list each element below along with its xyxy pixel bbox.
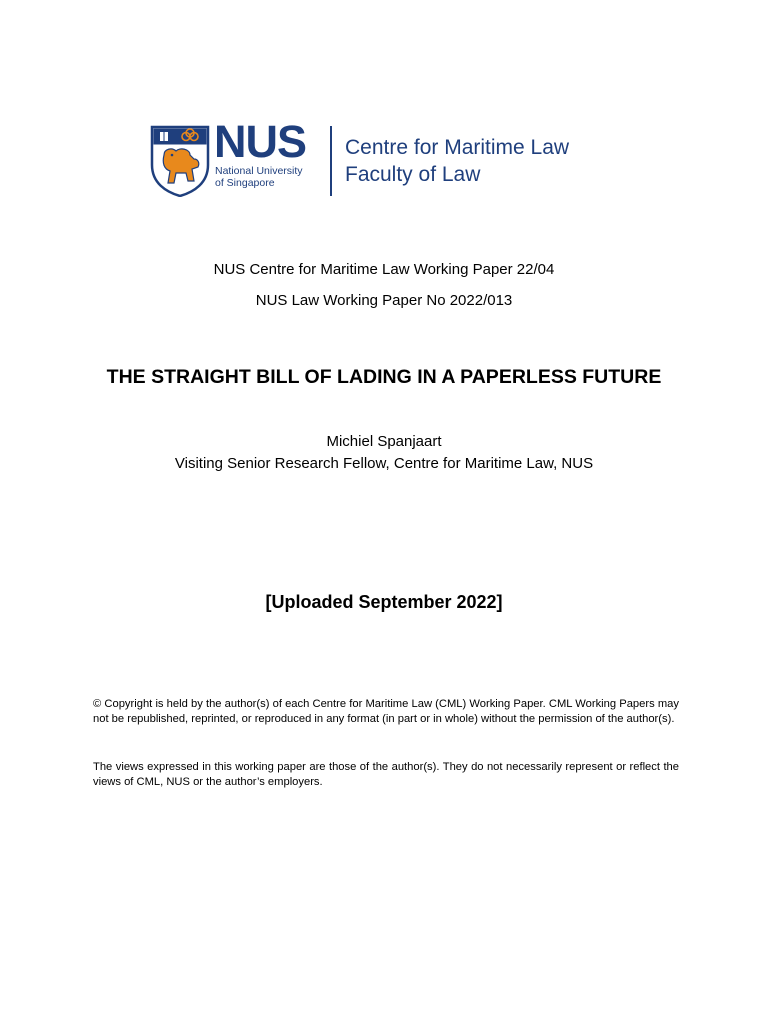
cml-working-paper-number: NUS Centre for Maritime Law Working Paper 22/04 [213, 261, 555, 278]
logo-divider [330, 126, 332, 196]
unit-name-faculty: Faculty of Law [345, 163, 481, 186]
copyright-notice: © Copyright is held by the author(s) of each Centre for Maritime Law (CML) Working Paper. CML Working Papers may not be republished, reprinted, or reproduced in any format (in part or in whole) without the permission of the author(s). [93, 698, 679, 725]
nus-crest-icon [150, 125, 210, 197]
university-name [215, 165, 303, 189]
upload-date: [Uploaded September 2022] [265, 592, 503, 612]
nus-wordmark: NUS [214, 116, 307, 167]
law-working-paper-number: NUS Law Working Paper No 2022/013 [255, 292, 513, 309]
unit-name-centre: Centre for Maritime Law [345, 136, 570, 159]
nus-cml-logo [150, 116, 610, 202]
university-name-line2: of Singapore [215, 177, 275, 189]
disclaimer-notice: The views expressed in this working paper are those of the author(s). They do not necessarily represent or reflect the views of CML, NUS or the author’s employers. [93, 761, 679, 788]
author-affiliation: Visiting Senior Research Fellow, Centre for Maritime Law, NUS [174, 455, 594, 472]
author-name: Michiel Spanjaart [326, 433, 442, 450]
unit-name [345, 134, 569, 188]
university-name-line1: National University [215, 165, 303, 177]
paper-title: THE STRAIGHT BILL OF LADING IN A PAPERLESS FUTURE [106, 366, 662, 388]
